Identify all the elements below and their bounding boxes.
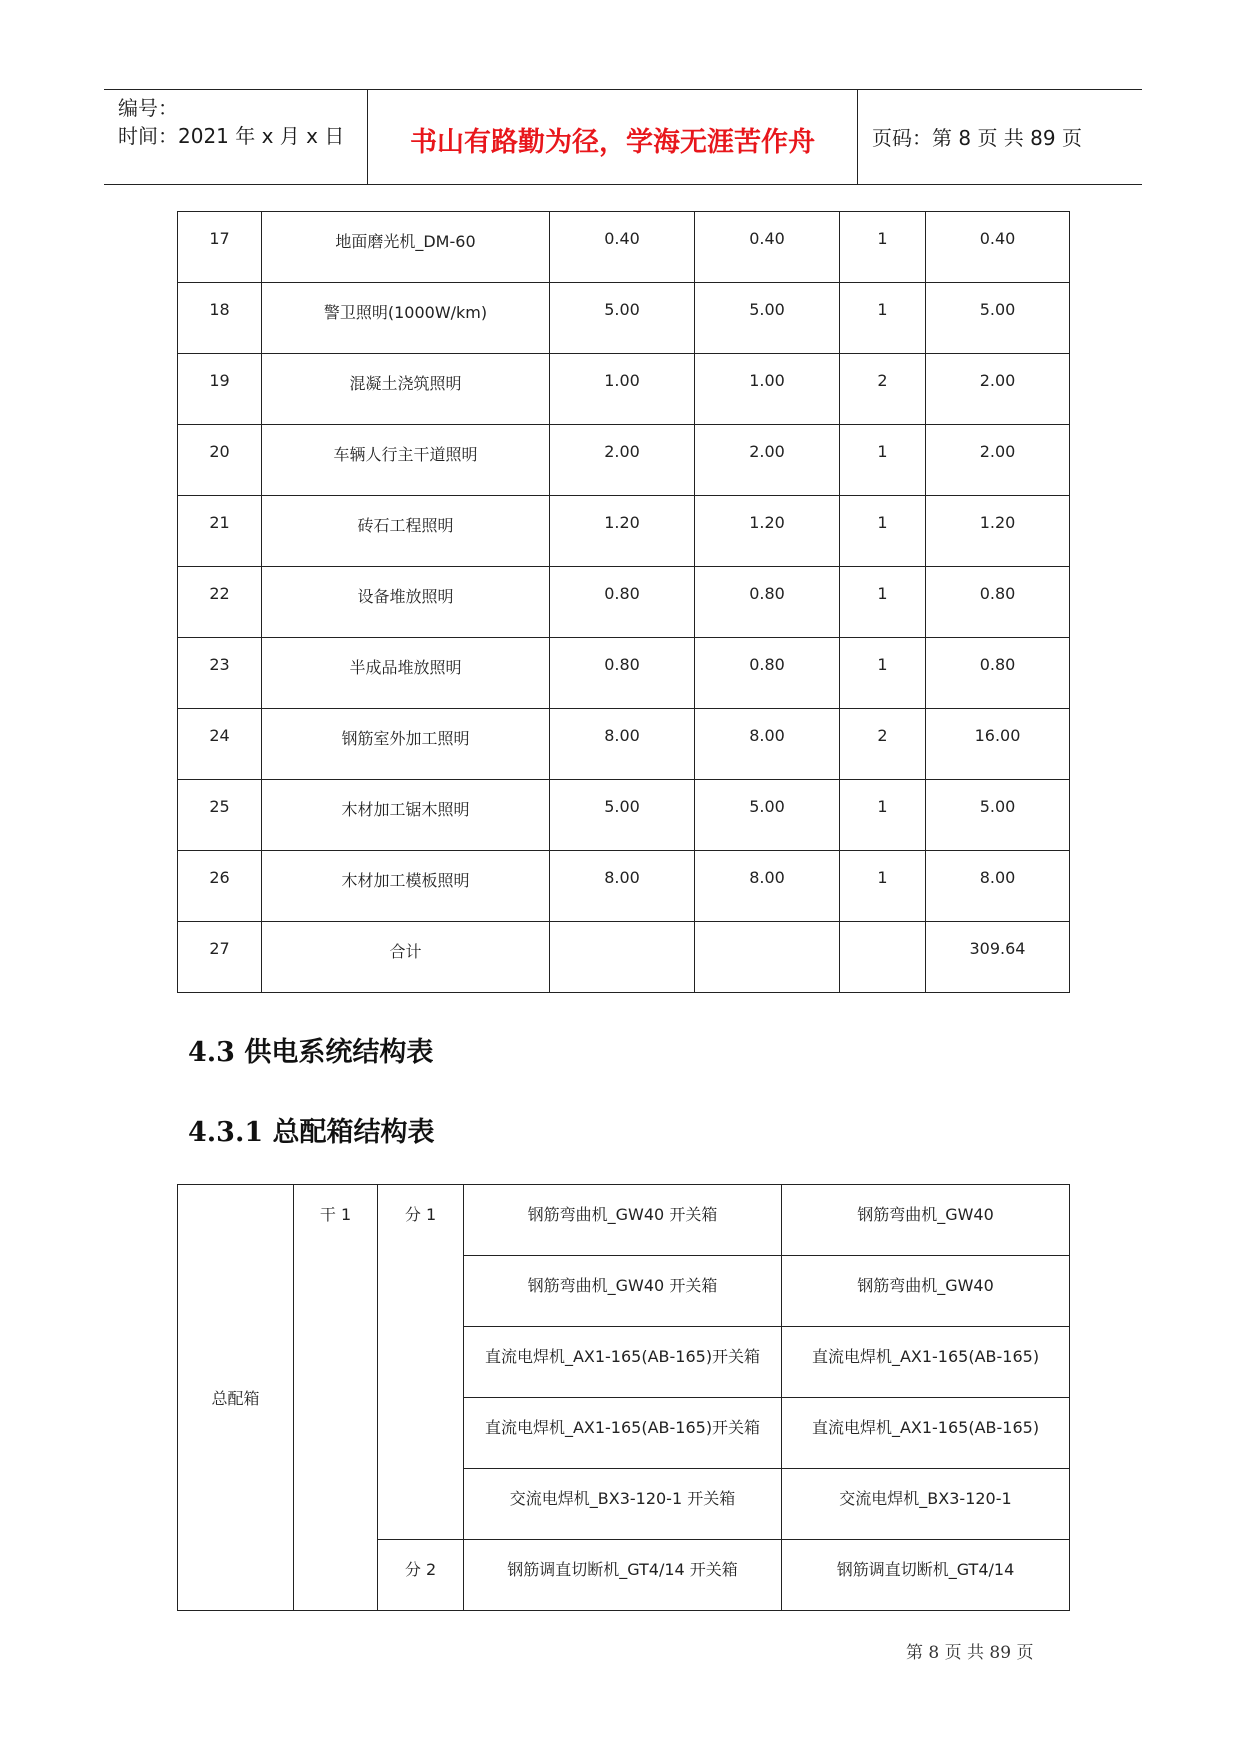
value-cell: 1.00 xyxy=(550,354,695,425)
value-cell: 0.80 xyxy=(695,638,840,709)
value-cell: 1.20 xyxy=(695,496,840,567)
total-cell: 2.00 xyxy=(926,354,1070,425)
item-name-cell: 混凝土浇筑照明 xyxy=(262,354,550,425)
value-cell: 2.00 xyxy=(695,425,840,496)
switch-box-cell: 钢筋弯曲机_GW40 开关箱 xyxy=(464,1185,782,1256)
switch-box-cell: 交流电焊机_BX3-120-1 开关箱 xyxy=(464,1469,782,1540)
row-number-cell: 22 xyxy=(178,567,262,638)
table-row xyxy=(178,567,1070,638)
value-cell: 1.00 xyxy=(695,354,840,425)
row-number-cell: 23 xyxy=(178,638,262,709)
quantity-cell: 2 xyxy=(840,354,926,425)
table-row xyxy=(178,496,1070,567)
item-name-cell: 木材加工模板照明 xyxy=(262,851,550,922)
quantity-cell: 1 xyxy=(840,638,926,709)
equipment-cell: 直流电焊机_AX1-165(AB-165) xyxy=(782,1327,1070,1398)
value-cell xyxy=(695,922,840,993)
value-cell: 5.00 xyxy=(550,780,695,851)
value-cell: 0.40 xyxy=(695,212,840,283)
switch-box-cell: 直流电焊机_AX1-165(AB-165)开关箱 xyxy=(464,1398,782,1469)
branch-cell: 分 2 xyxy=(378,1540,464,1611)
value-cell: 8.00 xyxy=(550,851,695,922)
page-footer: 第 8 页 共 89 页 xyxy=(906,1643,1034,1663)
equipment-cell: 钢筋弯曲机_GW40 xyxy=(782,1256,1070,1327)
header-motto: 书山有路勤为径，学海无涯苦作舟 xyxy=(410,127,815,158)
item-name-cell: 合计 xyxy=(262,922,550,993)
row-number-cell: 19 xyxy=(178,354,262,425)
switch-box-cell: 钢筋调直切断机_GT4/14 开关箱 xyxy=(464,1540,782,1611)
table-row xyxy=(178,780,1070,851)
table-row xyxy=(178,283,1070,354)
quantity-cell: 1 xyxy=(840,780,926,851)
quantity-cell xyxy=(840,922,926,993)
total-cell: 16.00 xyxy=(926,709,1070,780)
item-name-cell: 砖石工程照明 xyxy=(262,496,550,567)
item-name-cell: 半成品堆放照明 xyxy=(262,638,550,709)
quantity-cell: 1 xyxy=(840,283,926,354)
total-cell: 309.64 xyxy=(926,922,1070,993)
header-page-label: 页码：第 8 页 共 89 页 xyxy=(872,126,1082,150)
row-number-cell: 24 xyxy=(178,709,262,780)
quantity-cell: 1 xyxy=(840,212,926,283)
row-number-cell: 18 xyxy=(178,283,262,354)
equipment-cell: 钢筋调直切断机_GT4/14 xyxy=(782,1540,1070,1611)
section-heading: 4.3 供电系统结构表 xyxy=(188,1037,434,1068)
equipment-cell: 直流电焊机_AX1-165(AB-165) xyxy=(782,1398,1070,1469)
table-row xyxy=(178,425,1070,496)
equipment-cell: 交流电焊机_BX3-120-1 xyxy=(782,1469,1070,1540)
value-cell xyxy=(550,922,695,993)
value-cell: 0.80 xyxy=(550,638,695,709)
row-number-cell: 20 xyxy=(178,425,262,496)
table-row xyxy=(178,638,1070,709)
switch-box-cell: 直流电焊机_AX1-165(AB-165)开关箱 xyxy=(464,1327,782,1398)
quantity-cell: 1 xyxy=(840,567,926,638)
value-cell: 0.80 xyxy=(695,567,840,638)
item-name-cell: 车辆人行主干道照明 xyxy=(262,425,550,496)
value-cell: 5.00 xyxy=(550,283,695,354)
row-number-cell: 26 xyxy=(178,851,262,922)
item-name-cell: 地面磨光机_DM-60 xyxy=(262,212,550,283)
value-cell: 8.00 xyxy=(550,709,695,780)
load-table xyxy=(177,211,1070,993)
value-cell: 8.00 xyxy=(695,709,840,780)
total-cell: 5.00 xyxy=(926,780,1070,851)
total-cell: 0.40 xyxy=(926,212,1070,283)
item-name-cell: 木材加工锯木照明 xyxy=(262,780,550,851)
table-row xyxy=(178,851,1070,922)
quantity-cell: 1 xyxy=(840,425,926,496)
switch-box-cell: 钢筋弯曲机_GW40 开关箱 xyxy=(464,1256,782,1327)
row-number-cell: 25 xyxy=(178,780,262,851)
value-cell: 0.80 xyxy=(550,567,695,638)
value-cell: 5.00 xyxy=(695,283,840,354)
row-number-cell: 21 xyxy=(178,496,262,567)
distribution-structure-table xyxy=(177,1184,1070,1611)
number-label: 编号： xyxy=(118,96,178,120)
page-header xyxy=(104,89,1142,185)
total-cell: 8.00 xyxy=(926,851,1070,922)
row-number-cell: 17 xyxy=(178,212,262,283)
quantity-cell: 2 xyxy=(840,709,926,780)
main-box-cell: 总配箱 xyxy=(178,1185,294,1611)
total-cell: 1.20 xyxy=(926,496,1070,567)
total-cell: 0.80 xyxy=(926,638,1070,709)
header-meta xyxy=(118,94,344,150)
item-name-cell: 警卫照明(1000W/km) xyxy=(262,283,550,354)
time-label: 时间：2021 年 x 月 x 日 xyxy=(118,124,345,148)
value-cell: 0.40 xyxy=(550,212,695,283)
value-cell: 5.00 xyxy=(695,780,840,851)
value-cell: 8.00 xyxy=(695,851,840,922)
value-cell: 1.20 xyxy=(550,496,695,567)
item-name-cell: 钢筋室外加工照明 xyxy=(262,709,550,780)
table-row xyxy=(178,922,1070,993)
header-divider xyxy=(857,90,858,184)
table-row xyxy=(178,212,1070,283)
total-cell: 5.00 xyxy=(926,283,1070,354)
item-name-cell: 设备堆放照明 xyxy=(262,567,550,638)
trunk-cell: 干 1 xyxy=(294,1185,378,1611)
row-number-cell: 27 xyxy=(178,922,262,993)
quantity-cell: 1 xyxy=(840,851,926,922)
value-cell: 2.00 xyxy=(550,425,695,496)
subsection-heading: 4.3.1 总配箱结构表 xyxy=(188,1117,435,1148)
total-cell: 0.80 xyxy=(926,567,1070,638)
quantity-cell: 1 xyxy=(840,496,926,567)
table-row xyxy=(178,709,1070,780)
equipment-cell: 钢筋弯曲机_GW40 xyxy=(782,1185,1070,1256)
total-cell: 2.00 xyxy=(926,425,1070,496)
branch-cell: 分 1 xyxy=(378,1185,464,1540)
table-row xyxy=(178,354,1070,425)
